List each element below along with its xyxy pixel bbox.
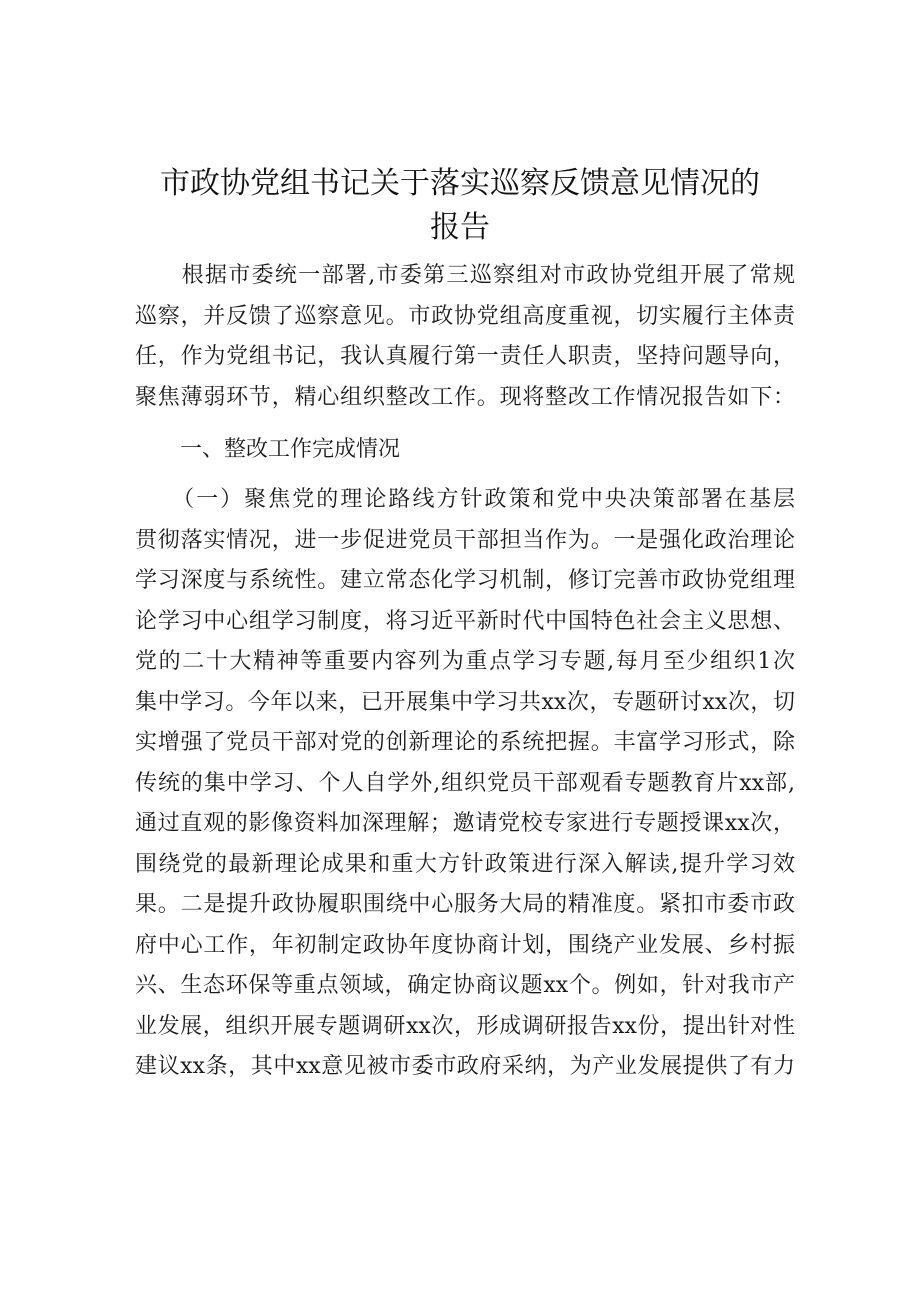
section1-line: 党的二十大精神等重要内容列为重点学习专题,每月至少组织1次 [135, 649, 795, 674]
section1-line: （一）聚焦党的理论路线方针政策和党中央决策部署在基层 [135, 487, 795, 512]
document-title-line-1: 市政协党组书记关于落实巡察反馈意见情况的 [160, 166, 760, 201]
section1-line: 传统的集中学习、个人自学外,组织党员干部观看专题教育片xx部, [135, 770, 795, 796]
intro-line: 任，作为党组书记，我认真履行第一责任人职责，坚持问题导向， [135, 344, 795, 369]
section1-line: 学习深度与系统性。建立常态化学习机制，修订完善市政协党组理 [135, 568, 795, 593]
section1-line: 实增强了党员干部对党的创新理论的系统把握。丰富学习形式，除 [135, 730, 795, 755]
section1-line: 贯彻落实情况，进一步促进党员干部担当作为。一是强化政治理论 [135, 527, 795, 553]
section1-line: 业发展，组织开展专题调研xx次，形成调研报告xx份，提出针对性 [135, 1013, 795, 1039]
intro-line: 巡察，并反馈了巡察意见。市政协党组高度重视，切实履行主体责 [135, 303, 795, 329]
section1-line: 果。二是提升政协履职围绕中心服务大局的精准度。紧扣市委市政 [135, 892, 795, 917]
section1-line: 建议xx条，其中xx意见被市委市政府采纳，为产业发展提供了有力 [135, 1054, 795, 1079]
intro-line: 聚焦薄弱环节，精心组织整改工作。现将整改工作情况报告如下： [135, 384, 795, 410]
document-title-line-2: 报告 [430, 210, 490, 245]
section1-line: 兴、生态环保等重点领域，确定协商议题xx个。例如，针对我市产 [135, 973, 795, 998]
intro-line: 根据市委统一部署,市委第三巡察组对市政协党组开展了常规 [135, 263, 795, 288]
section1-line: 围绕党的最新理论成果和重大方针政策进行深入解读,提升学习效 [135, 851, 795, 877]
intro-paragraph [135, 256, 795, 418]
section1-line: 论学习中心组学习制度，将习近平新时代中国特色社会主义思想、 [135, 608, 795, 634]
section-heading: 一、整改工作完成情况 [180, 437, 401, 462]
section1-paragraph [135, 480, 795, 1088]
section1-line: 府中心工作，年初制定政协年度协商计划，围绕产业发展、乡村振 [135, 932, 795, 958]
section1-line: 通过直观的影像资料加深理解；邀请党校专家进行专题授课xx次， [135, 811, 795, 836]
section1-line: 集中学习。今年以来，已开展集中学习共xx次，专题研讨xx次，切 [135, 689, 795, 715]
